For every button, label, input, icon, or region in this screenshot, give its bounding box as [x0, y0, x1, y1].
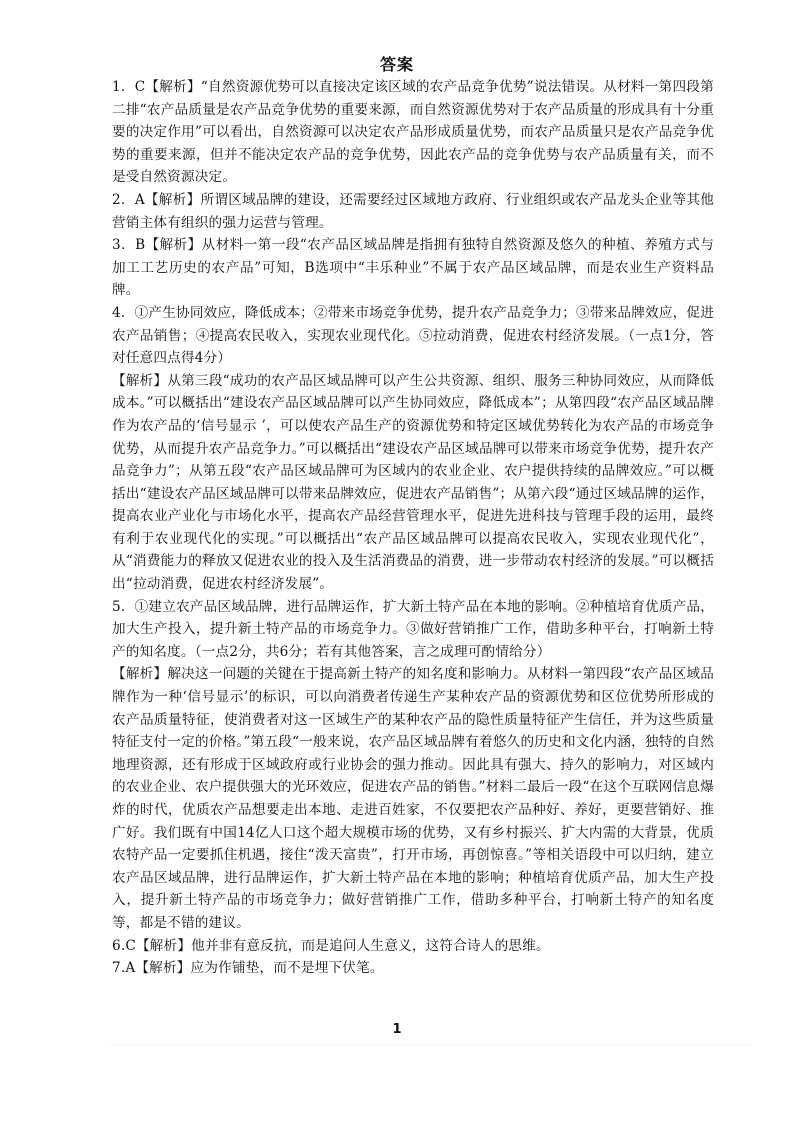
answer-paragraph-7: 7.A【解析】应为作铺垫，而不是埋下伏笔。	[112, 960, 384, 977]
answer-paragraph-4: 4．①产生协同效应，降低成本；②带来市场竞争优势，提升农产品竞争力；③带来品牌效应，促进农产品销售；④提高农民收入，实现农业现代化。⑤拉动消费，促进农村经济发展。（一点1分，答对任意四点得4分）	[112, 304, 714, 367]
answer-content	[112, 76, 714, 980]
page-title: 答案	[379, 55, 414, 74]
answer-paragraph-5: 5．①建立农产品区域品牌，进行品牌运作，扩大新土特产品在本地的影响。②种植培育优质产品，加大生产投入，提升新土特产品的市场竞争力。③做好营销推广工作，借助多种平台，打响新土特产的知名度。（一点2分，共6分；若有其他答案，言之成理可酌情给分）	[112, 598, 714, 660]
scan-artifact-line	[110, 1044, 750, 1045]
analysis-paragraph-5: 【解析】解决这一问题的关键在于提高新土特产的知名度和影响力。从材料一第四段“农产品区域品牌作为一种‘信号显示’的标识，可以向消费者传递生产某种农产品的资源优势和区位优势所形成的农产品质量特征，使消费者对这一区域生产的某种农产品的隐性质量特征产生信任，并为这些质量特征支付一定的价格。”第五段“一般来说，农产品区域品牌有着悠久的历史和文化内涵，独特的自然地理资源，还有形成于区域政府或行业协会的强力推动。因此具有强大、持久的影响力，对区域内的农业企业、农户提供强大的光环效应，促进农产品的销售。”材料二最后一段“在这个互联网信息爆炸的时代，优质农产品想要走出本地、走进百姓家，不仅要把农产品种好、养好，更要营销好、推广好。我们既有中国14亿人口这个超大规模市场的优势，又有乡村振兴、扩大内需的大背景，优质农特产品一定要抓住机遇，接住“泼天富贵”，打开市场，再创惊喜。”等相关语段中可以归纳，建立农产品区域品牌，进行品牌运作，扩大新土特产品在本地的影响；种植培育优质产品，加大生产投入，提升新土特产品的市场竞争力；做好营销推广工作，借助多种平台，打响新土特产的知名度等，都是不错的建议。	[112, 666, 714, 931]
answer-paragraph-3: 3．B【解析】从材料一第一段“农产品区域品牌是指拥有独特自然资源及悠久的种植、养殖方式与加工工艺历史的农产品”可知，B选项中“丰乐种业”不属于农产品区域品牌，而是农业生产资料品牌。	[112, 237, 714, 299]
answer-paragraph-1: 1．C【解析】“自然资源优势可以直接决定该区域的农产品竞争优势”说法错误。从材料一第四段第二排“农产品质量是农产品竞争优势的重要来源，而自然资源优势对于农产品质量的形成具有十分重要的决定作用”可以看出，自然资源可以决定农产品形成质量优势，而农产品质量只是农产品竞争优势的重要来源，但并不能决定农产品的竞争优势，因此农产品的竞争优势与农产品质量有关，而不是受自然资源决定。	[112, 79, 714, 186]
answer-paragraph-6: 6.C【解析】他并非有意反抗，而是追问人生意义，这符合诗人的思维。	[112, 937, 550, 954]
page-number: 1	[392, 1022, 402, 1037]
answer-paragraph-2: 2．A【解析】所谓区域品牌的建设，还需要经过区域地方政府、行业组织或农产品龙头企业等其他营销主体有组织的强力运营与管理。	[112, 191, 714, 231]
analysis-paragraph-4: 【解析】从第三段“成功的农产品区域品牌可以产生公共资源、组织、服务三种协同效应，从而降低成本。”可以概括出“建设农产品区域品牌可以产生协同效应，降低成本”；从第四段“农产品区域品牌作为农产品的‘信号显示 ’，可以使农产品生产的资源优势和特定区域优势转化为农产品的市场竞争优势，从而提升农产品竞争力。”可以概括出“建设农产品区域品牌可以带来市场竞争优势，提升农产品竞争力”；从第五段“农产品区域品牌可为区域内的农业企业、农户提供持续的品牌效应。”可以概括出“建设农产品区域品牌可以带来品牌效应，促进农产品销售”；从第六段“通过区域品牌的运作，提高农业产业化与市场化水平，提高农产品经营管理水平，促进先进科技与管理手段的运用，最终有利于农业现代化的实现。”可以概括出“农产品区域品牌可以提高农民收入，实现农业现代化”，从“消费能力的释放又促进农业的投入及生活消费品的消费，进一步带动农村经济的发展。”可以概括出“拉动消费，促进农村经济发展”。	[112, 372, 714, 593]
